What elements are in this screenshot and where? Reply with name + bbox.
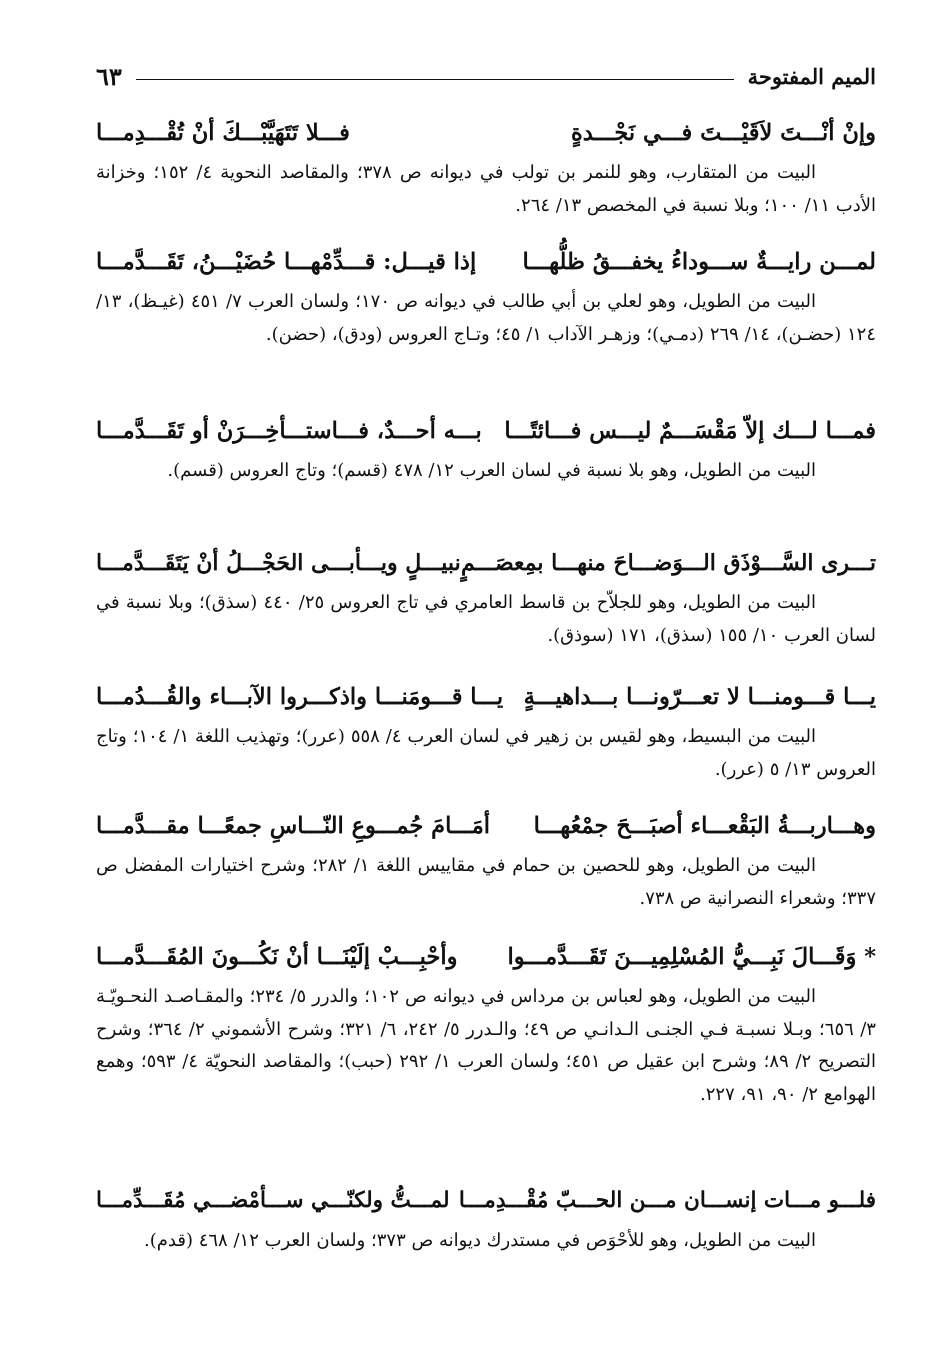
verse-first-hemistich: وإنْ أنْـــتَ لاَقَيْـــتَ فـــي نَجْـــدةٍ: [570, 120, 876, 146]
verse-line: [96, 1181, 876, 1221]
verse-attribution-note: البيت من المتقارب، وهو للنمر بن تولب في ديوانه ص ٣٧٨؛ والمقاصد النحوية ٤/ ١٥٢؛ وخزانة الأدب ١١/ ١٠٠؛ وبلا نسبة في المخصص ١٣/ ٢٦٤.: [96, 162, 876, 216]
verse-attribution-note: البيت من الطويل، وهو لعلي بن أبي طالب في ديوانه ص ١٧٠؛ ولسان العرب ٧/ ٤٥١ (غيـظ)، ١٣/ ١٢٤ (حضـن)، ١٤/ ٢٦٩ (دمـي)؛ وزهـر الآداب ١/ ٤٥؛ وتـاج العروس (ودق)، (حضن).: [96, 291, 876, 345]
verse-attribution-note: البيت من الطويل، وهو بلا نسبة في لسان العرب ١٢/ ٤٧٨ (قسم)؛ وتاج العروس (قسم).: [167, 460, 816, 481]
verse-line: [96, 543, 876, 583]
running-header: [96, 56, 876, 96]
verse-attribution-note: البيت من الطويل، وهو للأحْوَص في مستدرك ديوانه ص ٣٧٣؛ ولسان العرب ١٢/ ٤٦٨ (قدم).: [144, 1230, 816, 1251]
verse-second-hemistich: يـــا قـــومَنـــا واذكـــروا الآبـــاء والقُـــدُمـــا: [96, 684, 504, 710]
verse-attribution-note: البيت من الطويل، وهو للحصين بن حمام في مقاييس اللغة ١/ ٢٨٢؛ وشرح اختيارات المفضل ص ٣٣٧؛ وشعراء النصرانية ص ٧٣٨.: [96, 855, 876, 909]
verse-line: [96, 242, 876, 282]
verse-second-hemistich: بـــه أحـــدٌ، فـــاستـــأخِـــرَنْ أو تَقَـــدَّمـــا: [96, 418, 482, 444]
verse-line: [96, 937, 876, 977]
verse-entry: [96, 1181, 876, 1258]
verse-second-hemistich: أمَـــامَ جُمـــوعِ النّـــاسِ جمعًـــا مقـــدَّمـــا: [96, 813, 491, 839]
verse-entry: [96, 543, 876, 652]
verse-first-hemistich: لمـــن رايـــةٌ ســـوداءُ يخفـــقُ ظلُّهـــا: [522, 249, 876, 275]
verse-first-hemistich: فلـــو مـــات إنســـان مـــن الحـــبّ مُقْـــدِمـــا: [458, 1188, 876, 1213]
verse-entry: [96, 937, 876, 1111]
verse-attribution-note: البيت من الطويل، وهو لعباس بن مرداس في ديوانه ص ١٠٢؛ والدرر ٥/ ٢٣٤؛ والمقـاصـد النحـويّـة ٣/ ٦٥٦؛ وبـلا نسبـة فـي الجنـى الـدانـي ص ٤٩؛ والـدرر ٥/ ٢٤٢، ٦/ ٣٢١؛ وشرح الأشموني ٢/ ٣٦٤؛ وشرح التصريح ٢/ ٨٩؛ وشرح ابن عقيل ص ٤٥١؛ ولسان العرب ١/ ٢٩٢ (حبب)؛ والمقاصد النحويّة ٤/ ٥٩٣؛ وهمع الهوامع ٢/ ٩٠، ٩١، ٢٢٧.: [96, 986, 876, 1105]
verse-line: [96, 806, 876, 846]
verse-first-hemistich: فمـــا لـــك إلاّ مَقْسَـــمٌ ليـــس فـــائتًـــا: [504, 418, 876, 444]
verse-second-hemistich: لمـــتُّ ولكنّـــي ســـأمْضـــي مُقَـــدِّمـــا: [96, 1188, 450, 1213]
verse-first-hemistich: وهـــاربـــةُ البَقْعـــاء أصبَـــحَ جمْعُهـــا: [533, 813, 876, 839]
verse-second-hemistich: فـــلا تَتَهَيَّبْـــكَ أنْ تُقْـــدِمـــا: [96, 120, 350, 146]
verse-second-hemistich: وأحْبِـــبْ إلَيْنَـــا أنْ نَكُـــونَ المُقَـــدَّمـــا: [96, 944, 458, 970]
chapter-title: الميم المفتوحة: [747, 63, 876, 89]
verse-entry: [96, 242, 876, 351]
verse-first-hemistich: تـــرى السَّـــوْذَق الـــوَضـــاحَ منهـــا بمِعصَـــمٍ: [460, 550, 876, 576]
verse-entry: [96, 677, 876, 786]
verse-entry: [96, 806, 876, 915]
page-number: ٦٣: [96, 61, 122, 91]
header-rule: [136, 79, 734, 80]
verse-entry: [96, 411, 876, 488]
verse-first-hemistich: يـــا قـــومنـــا لا تعـــرّونـــا بـــداهيـــةٍ: [523, 684, 876, 710]
verse-second-hemistich: إذا قيـــل: قـــدِّمْهـــا حُضَيْـــنُ، تَقَـــدَّمـــا: [96, 249, 477, 275]
verse-attribution-note: البيت من البسيط، وهو لقيس بن زهير في لسان العرب ٤/ ٥٥٨ (عرر)؛ وتهذيب اللغة ١/ ١٠٤؛ وتاج العروس ١٣/ ٥ (عرر).: [96, 726, 876, 780]
verse-line: [96, 677, 876, 717]
verse-first-hemistich: * وَقَـــالَ نَبِـــيُّ المُسْلِمِيـــنَ تَقَـــدَّمـــوا: [507, 944, 876, 970]
verse-line: [96, 113, 876, 153]
verse-entry: [96, 113, 876, 222]
verse-second-hemistich: نبيـــلٍ ويـــأبـــى الحَجْـــلُ أنْ يَتَقَـــدَّمـــا: [96, 550, 461, 576]
verse-attribution-note: البيت من الطويل، وهو للجلاّح بن قاسط العامري في تاج العروس ٢٥/ ٤٤٠ (سذق)؛ وبلا نسبة في لسان العرب ١٠/ ١٥٥ (سذق)، ١٧١ (سوذق).: [96, 592, 876, 646]
verse-line: [96, 411, 876, 451]
